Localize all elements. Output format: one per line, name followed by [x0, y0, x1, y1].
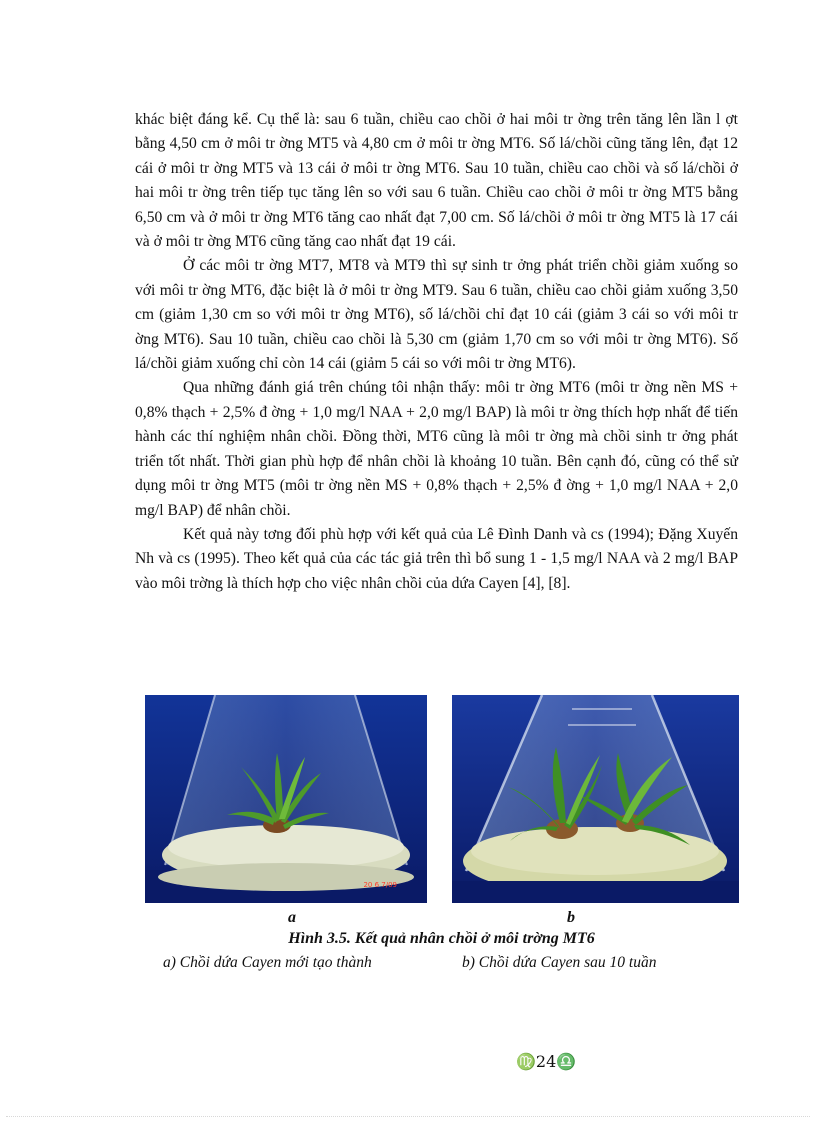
photo-a-image — [145, 695, 427, 903]
paragraph-2: Ở các môi tr ờng MT7, MT8 và MT9 thì sự sinh tr ởng phát triển chồi giảm xuống so với môi tr ờng MT6, đặc biệt là ở môi tr ờng MT9. Sau 6 tuần, chiều cao chồi giảm xuống 3,50 cm (giảm 1,30 cm so với môi tr ờng MT6), số lá/chồi chỉ đạt 10 cái (giảm 3 cái so với môi tr ờng MT6). Sau 10 tuần, chiều cao chồi là 5,30 cm (giảm 1,70 cm so với môi tr ờng MT6). Số lá/chồi giảm xuống chỉ còn 14 cái (giảm 5 cái so với môi tr ờng MT6). — [135, 257, 738, 373]
paragraph-4: Kết quả này tơng đối phù hợp với kết quả của Lê Đình Danh và cs (1994); Đặng Xuyến Nh và cs (1995). Theo kết quả của các tác giả trên thì bổ sung 1 - 1,5 mg/l NAA và 2 mg/l BAP vào môi trờng là thích hợp cho việc nhân chồi của dứa Cayen [4], [8]. — [135, 525, 738, 592]
photo-b — [452, 695, 739, 903]
page-number: ♍24♎ — [516, 1052, 577, 1071]
photo-a — [145, 695, 427, 903]
figure-label-a: a — [288, 909, 296, 926]
figure-caption: Hình 3.5. Kết quả nhân chồi ở môi trờng MT6 — [288, 930, 595, 947]
page-edge — [6, 1116, 810, 1117]
figure-caption-b: b) Chồi dứa Cayen sau 10 tuần — [462, 954, 657, 971]
figure — [145, 695, 738, 905]
photo-b-image — [452, 695, 739, 903]
figure-caption-a: a) Chồi dứa Cayen mới tạo thành — [163, 954, 372, 971]
body-text — [135, 108, 738, 596]
paragraph-3: Qua những đánh giá trên chúng tôi nhận thấy: môi tr ờng MT6 (môi tr ờng nền MS + 0,8% thạch + 2,5% đ ờng + 1,0 mg/l NAA + 2,0 mg/l BAP) là môi tr ờng thích hợp nhất để tiến hành các thí nghiệm nhân chồi. Đồng thời, MT6 cũng là môi tr ờng mà chồi sinh tr ởng phát triển tốt nhất. Thời gian phù hợp để nhân chồi là khoảng 10 tuần. Bên cạnh đó, cũng có thể sử dụng môi tr ờng MT5 (môi tr ờng nền MS + 0,8% thạch + 2,5% đ ờng + 1,0 mg/l NAA + 2,0 mg/l BAP) để nhân chồi. — [135, 379, 738, 519]
figure-label-b: b — [567, 909, 575, 926]
paragraph-1: khác biệt đáng kể. Cụ thể là: sau 6 tuần, chiều cao chồi ở hai môi tr ờng trên tăng lên lần l ợt bằng 4,50 cm ở môi tr ờng MT5 và 4,80 cm ở môi tr ờng MT6. Số lá/chồi cũng tăng lên, đạt 12 cái ở môi tr ờng MT5 và 13 cái ở môi tr ờng MT6. Sau 10 tuần, chiều cao chồi và số lá/chồi ở hai môi tr ờng trên tiếp tục tăng lên so với sau 6 tuần. Chiều cao chồi ở môi tr ờng MT5 bằng 6,50 cm và ở môi tr ờng MT6 tăng cao nhất đạt 7,00 cm. Số lá/chồi ở môi tr ờng MT5 là 17 cái và ở môi tr ờng MT6 cũng tăng cao nhất đạt 19 cái. — [135, 111, 738, 251]
photo-date-stamp: 20 6 7/09 — [363, 881, 397, 889]
